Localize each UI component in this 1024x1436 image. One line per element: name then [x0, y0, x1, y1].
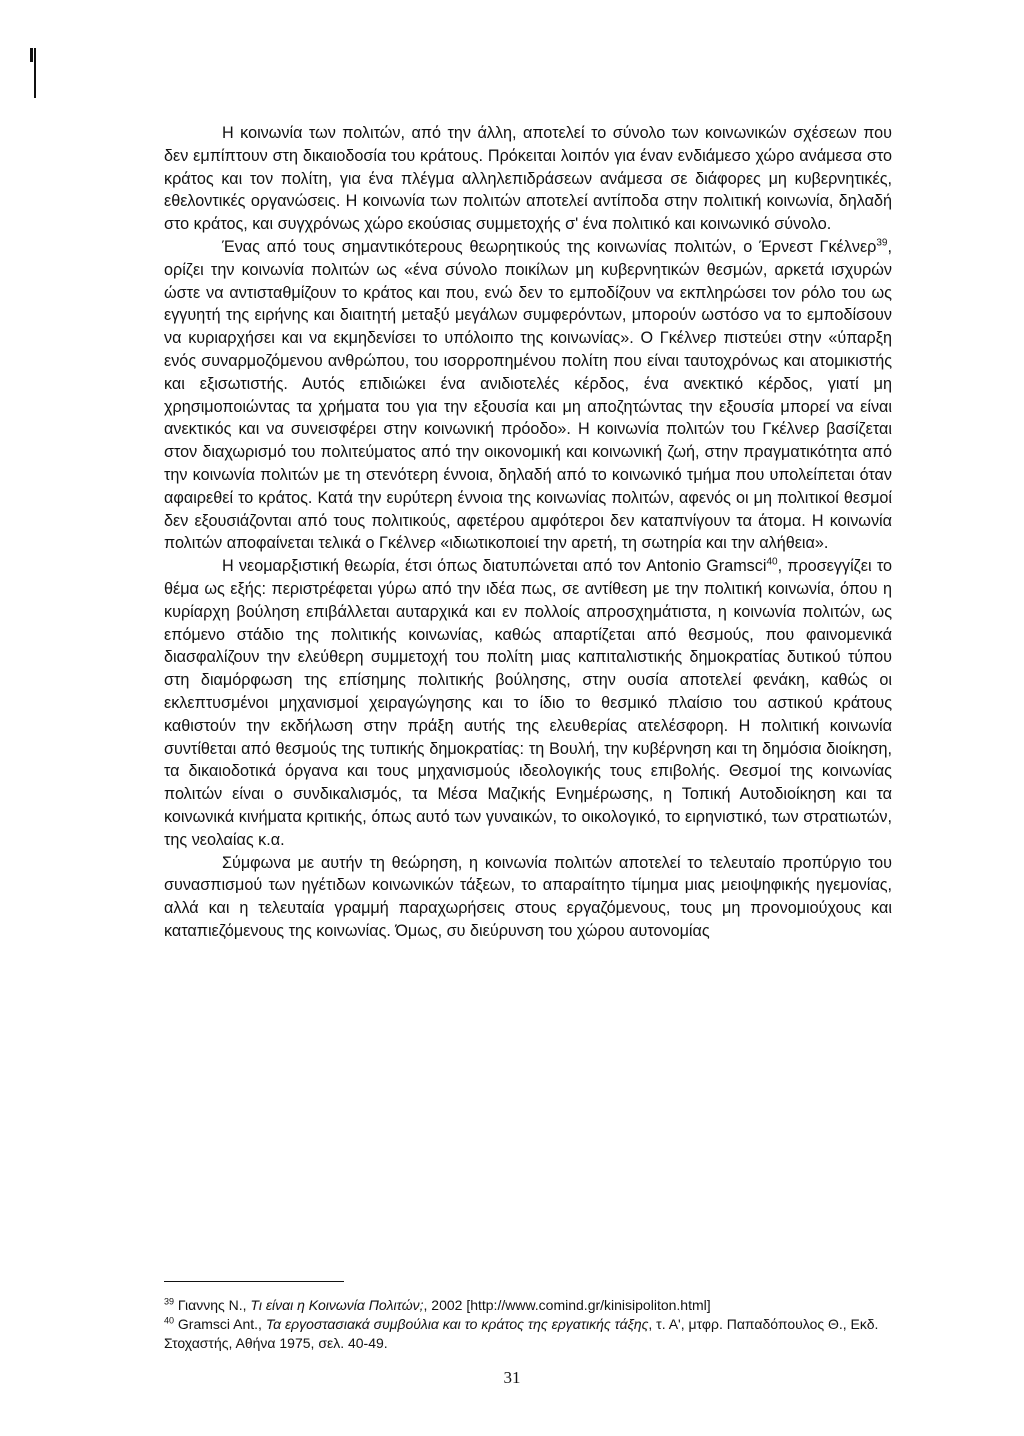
paragraph-4: Σύμφωνα με αυτήν τη θεώρηση, η κοινωνία πολιτών αποτελεί το τελευταίο προπύργιο του συνασπισμού των ηγέτιδων κοινωνικών τάξεων, το απαραίτητο τίμημα μιας μειοψηφικής ηγεμονίας, αλλά και η τελευταία γραμμή παραχωρήσεις στους εργαζόμενους, τους μη προνομιούχους και καταπιεζόμενους της κοινωνίας. Όμως, συ διεύρυνση του χώρου αυτονομίας: [164, 853, 892, 940]
footnote-39: [164, 1296, 892, 1315]
paragraph-2-start: Ένας από τους σημαντικότερους θεωρητικούς της κοινωνίας πολιτών, ο Έρνεστ Γκέλνερ: [222, 237, 877, 256]
scan-margin-mark: [34, 48, 36, 98]
footnote-number: 40: [164, 1315, 175, 1326]
paragraph-3-rest: , προσεγγίζει το θέμα ως εξής: περιστρέφεται γύρω από την ιδέα πως, σε αντίθεση με την πολιτική κοινωνία, όπου η κυρίαρχη βούληση επιβάλλεται αυταρχικά και εν πολλοίς απροσχημάτιστα, η κοινωνία πολιτών, ως επόμενο στάδιο της πολιτικής κοινωνίας, καθώς απαρτίζεται από θεσμούς, που φαινομενικά διασφαλίζουν την ελεύθερη συμμετοχή του πολίτη μιας καπιταλιστικής δημοκρατίας δυτικού τύπου στη διαμόρφωση της επίσημης πολιτικής βούλησης, στην ουσία αποτελεί φενάκη, καθώς οι εκλεπτυσμένοι μηχανισμοί χειραγώγησης και το ίδιο το θεσμικό πλαίσιο του αστικού κράτους καθιστούν την εκδήλωση στην πράξη αυτής της ελευθερίας ατελέσφορη. Η πολιτική κοινωνία συντίθεται από θεσμούς της τυπικής δημοκρατίας: τη Βουλή, την κυβέρνηση και τη δημόσια διοίκηση, τα δικαιοδοτικά όργανα και τους μηχανισμούς ιδεολογικής τους επιβολής. Θεσμοί της κοινωνίας πολιτών είναι ο συνδικαλισμός, τα Μέσα Μαζικής Ενημέρωσης, η Τοπική Αυτοδιοίκηση και τα κοινωνικά κινήματα κριτικής, όπως αυτό των γυναικών, το οικολογικό, το ειρηνιστικό, των στρατιωτών, της νεολαίας κ.α.: [164, 557, 892, 849]
footnote-ref-39[interactable]: 39: [876, 237, 888, 249]
footnote-divider: [164, 1281, 344, 1282]
footnote-author: Γιαννης Ν.,: [177, 1297, 251, 1313]
paragraph-3-start: Η νεομαρξιστική θεωρία, έτσι όπως διατυπώνεται από τον Antonio Gramsci: [222, 557, 767, 576]
footnote-details: , 2002 [http://www.comind.gr/kinisipoliton.html]: [423, 1297, 711, 1313]
footnote-number: 39: [164, 1296, 175, 1307]
scan-margin-tick: [30, 48, 33, 62]
paragraph-2-rest: , ορίζει την κοινωνία πολιτών ως «ένα σύνολο ποικίλων μη κυβερνητικών θεσμών, αρκετά ισχυρών ώστε να αντισταθμίζουν το κράτος και που, ενώ δεν το εμποδίζουν να εκπληρώσει τον ρόλο του ως εγγυητή της ειρήνης και διαιτητή μεταξύ μεγάλων συμφερόντων, μπορούν ωστόσο να το εμποδίσουν να κυριαρχήσει και να εκμηδενίσει το υπόλοιπο της κοινωνίας». Ο Γκέλνερ πιστεύει στην «ύπαρξη ενός συναρμοζόμενου ανθρώπου, του ισορροπημένου πολίτη που είναι ταυτοχρόνως και ατομικιστής και εξισωτιστής. Αυτός επιδιώκει ένα ανιδιοτελές κέρδος, ένα ανεκτικό κέρδος, γιατί μη χρησιμοποιώντας τα χρήματα του για την εξουσία και μη αποζητώντας την εξουσία μπορεί να είναι ανεκτικός και να συνεισφέρει στην κοινωνική πρόοδο». Η κοινωνία πολιτών του Γκέλνερ βασίζεται στον διαχωρισμό του πολιτεύματος από την οικονομική και κοινωνική ζωή, στην πραγματικότητα από την κοινωνία πολιτών με τη στενότερη έννοια, δηλαδή από το κοινωνικό τμήμα που υπολείπεται όταν αφαιρεθεί το κράτος. Κατά την ευρύτερη έννοια της κοινωνίας πολιτών, αφενός οι μη πολιτικοί θεσμοί δεν εξουσιάζονται από τους πολιτικούς, αφετέρου αμφότεροι δεν καταπνίγουν τα άτομα. Η κοινωνία πολιτών αποφαίνεται τελικά ο Γκέλνερ «ιδιωτικοποιεί την αρετή, τη σωτηρία και την αλήθεια».: [164, 237, 892, 553]
paragraph-2: [164, 236, 892, 555]
paragraph-3: [164, 555, 892, 851]
paragraph-1: Η κοινωνία των πολιτών, από την άλλη, αποτελεί το σύνολο των κοινωνικών σχέσεων που δεν εμπίπτουν στη δικαιοδοσία του κράτους. Πρόκειται λοιπόν για έναν ενδιάμεσο χώρο ανάμεσα στο κράτος και τον πολίτη, για ένα πλέγμα αλληλεπιδράσεων ανάμεσα σε διάφορες μη κυβερνητικές, εθελοντικές οργανώσεις. Η κοινωνία των πολιτών αποτελεί αντίποδα στην πολιτική κοινωνία, δηλαδή στο κράτος, και συγχρόνως χώρο εκούσιας συμμετοχής σ' ένα πολιτικό και κοινωνικό σύνολο.: [164, 124, 892, 234]
footnote-40: [164, 1315, 892, 1353]
body-text: [164, 122, 892, 943]
footnote-title: Τα εργοστασιακά συμβούλια και το κράτος της εργατικής τάξης: [265, 1316, 649, 1332]
footnote-details: , τ. Α', μτφρ. Παπαδόπουλος Θ., Εκδ. Στοχαστής, Αθήνα 1975, σελ. 40-49.: [164, 1316, 879, 1351]
page-number: 31: [503, 1368, 521, 1387]
footnote-ref-40[interactable]: 40: [766, 556, 778, 568]
footnotes: [164, 1296, 892, 1353]
footnote-author: Gramsci Ant.,: [177, 1316, 266, 1332]
footnote-title: Τι είναι η Κοινωνία Πολιτών;: [250, 1297, 424, 1313]
